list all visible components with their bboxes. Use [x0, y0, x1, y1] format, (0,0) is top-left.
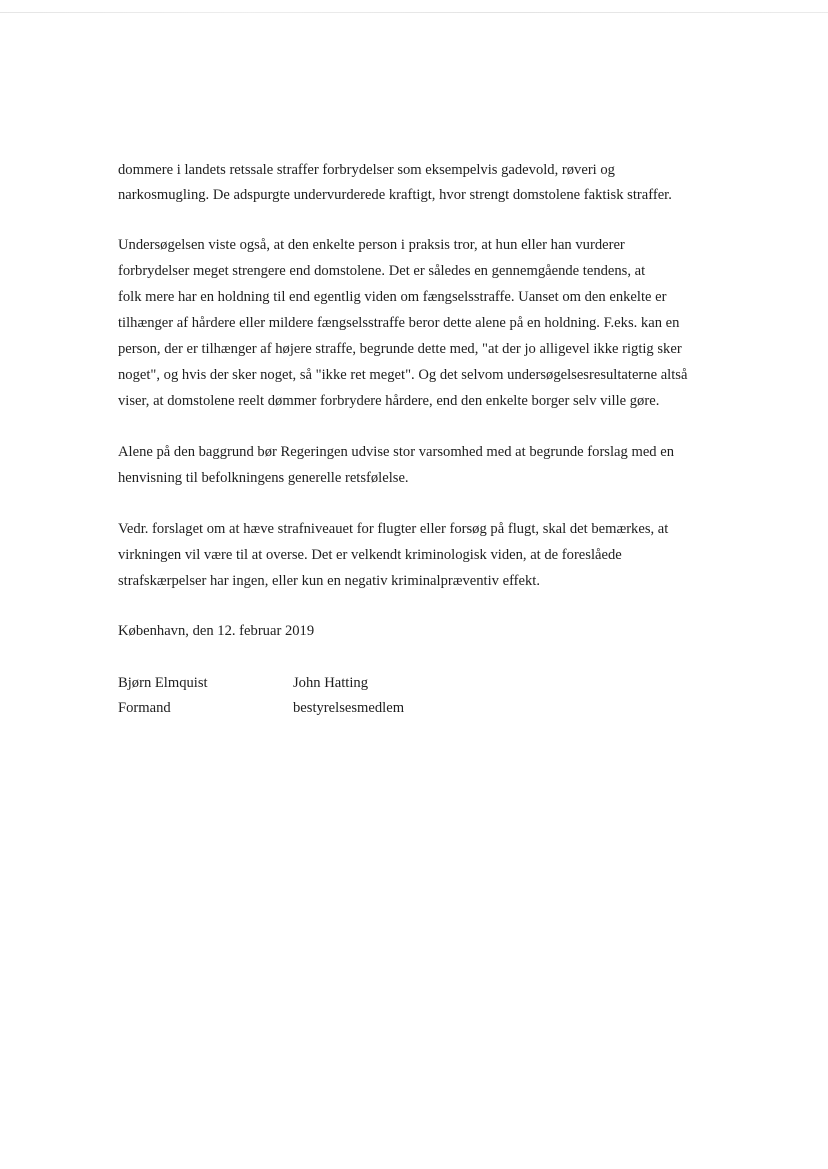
text-line: Vedr. forslaget om at hæve strafniveauet for flugter eller forsøg på flugt, skal det bemærkes, at [118, 521, 669, 537]
text-line: folk mere har en holdning til end egentlig viden om fængselsstraffe. Uanset om den enkelte er [118, 289, 667, 305]
place-date: København, den 12. februar 2019 [118, 623, 315, 639]
signatory-name: Bjørn Elmquist [118, 675, 208, 691]
text-line: Undersøgelsen viste også, at den enkelte person i praksis tror, at hun eller han vurderer [118, 237, 625, 253]
text-line: viser, at domstolene reelt dømmer forbrydere hårdere, end den enkelte borger selv ville gøre. [118, 393, 660, 409]
signatory-title: Formand [118, 700, 171, 716]
text-line: tilhænger af hårdere eller mildere fængselsstraffe beror dette alene på en holdning. F.eks. kan en [118, 315, 680, 331]
text-line: person, der er tilhænger af højere straffe, begrunde dette med, "at der jo alligevel ikke rigtig sker [118, 341, 682, 357]
signatory-name: John Hatting [293, 675, 368, 691]
signatory-title: bestyrelsesmedlem [293, 700, 405, 716]
text-line: henvisning til befolkningens generelle retsfølelse. [118, 470, 409, 486]
text-line: dommere i landets retssale straffer forbrydelser som eksempelvis gadevold, røveri og [118, 162, 615, 178]
text-line: Alene på den baggrund bør Regeringen udvise stor varsomhed med at begrunde forslag med en [118, 444, 675, 460]
text-line: forbrydelser meget strengere end domstolene. Det er således en gennemgående tendens, at [118, 263, 646, 279]
text-line: virkningen vil være til at overse. Det er velkendt kriminologisk viden, at de foreslåede [118, 547, 622, 563]
text-line: narkosmugling. De adspurgte undervurderede kraftigt, hvor strengt domstolene faktisk straffer. [118, 187, 672, 203]
scan-edge-line [0, 12, 828, 13]
text-line: strafskærpelser har ingen, eller kun en negativ kriminalpræventiv effekt. [118, 573, 541, 589]
text-line: noget", og hvis der sker noget, så "ikke ret meget". Og det selvom undersøgelsesresultaterne altså [118, 367, 688, 383]
